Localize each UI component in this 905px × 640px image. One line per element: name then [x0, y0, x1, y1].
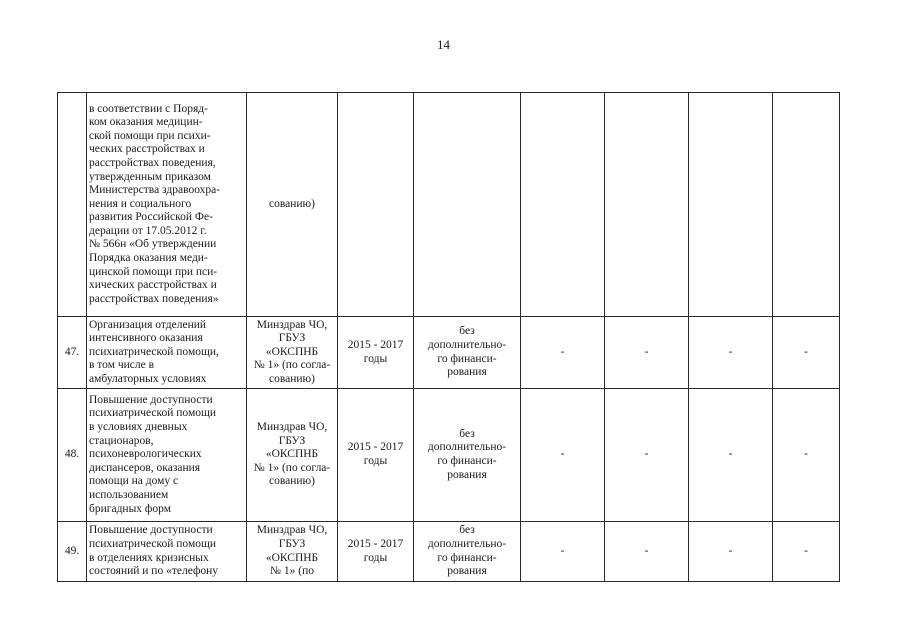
- financing-source: без дополнительно- го финанси- рования: [427, 325, 507, 379]
- value-cell: -: [773, 317, 840, 389]
- value-cell: -: [689, 522, 773, 582]
- table-row: [58, 522, 840, 582]
- value-cell: -: [689, 317, 773, 389]
- financing-source: [414, 93, 521, 317]
- row-number: 48.: [58, 389, 87, 522]
- program-activities-table: [57, 92, 840, 582]
- value-cell: [773, 93, 840, 317]
- responsible-executor: сованию): [269, 197, 315, 210]
- table-row: [58, 93, 840, 317]
- responsible-executor: Минздрав ЧО, ГБУЗ «ОКСПНБ № 1» (по согла- сованию): [253, 421, 331, 488]
- implementation-years: [338, 93, 414, 317]
- value-cell: -: [521, 317, 605, 389]
- value-cell: -: [521, 389, 605, 522]
- table-row: [58, 317, 840, 389]
- activity-name: Организация отделений интенсивного оказания психиатрической помощи, в том числе в амбулаторных условиях: [89, 318, 219, 385]
- value-cell: -: [521, 522, 605, 582]
- value-cell: -: [773, 522, 840, 582]
- implementation-years: 2015 - 2017 годы: [347, 441, 404, 467]
- implementation-years: 2015 - 2017 годы: [347, 537, 404, 564]
- financing-source: без дополнительно- го финанси- рования: [427, 524, 507, 578]
- value-cell: -: [773, 389, 840, 522]
- value-cell: [689, 93, 773, 317]
- value-cell: -: [605, 317, 689, 389]
- value-cell: -: [605, 389, 689, 522]
- row-number: 47.: [58, 317, 87, 389]
- responsible-executor: Минздрав ЧО, ГБУЗ «ОКСПНБ № 1» (по согла- сованию): [253, 318, 331, 385]
- activity-name: Повышение доступности психиатрической помощи в условиях дневных стационаров, психоневрологических диспансеров, оказания помощи на дому с использованием бригадных форм: [89, 393, 216, 515]
- value-cell: [521, 93, 605, 317]
- activity-name: Повышение доступности психиатрической помощи в отделениях кризисных состояний и по «телефону: [89, 524, 219, 578]
- page-number: 14: [437, 37, 450, 52]
- activity-name: в соответствии с Поряд- ком оказания медицин- ской помощи при психи- ческих расстройствах и расстройствах поведения, утвержденным приказом Министерства здравоохра- нения и социального развития Российской Фе- дерации от 17.05.2012 г. № 566н «Об утверждении Порядка оказания меди- цинской помощи при пси- хических расстройствах и расстройствах поведения»: [89, 102, 221, 305]
- table-row: [58, 389, 840, 522]
- row-number: [58, 93, 87, 317]
- responsible-executor: Минздрав ЧО, ГБУЗ «ОКСПНБ № 1» (по: [256, 524, 328, 578]
- value-cell: -: [689, 389, 773, 522]
- implementation-years: 2015 - 2017 годы: [347, 338, 404, 365]
- value-cell: -: [605, 522, 689, 582]
- financing-source: без дополнительно- го финанси- рования: [427, 427, 507, 481]
- row-number: 49.: [58, 522, 87, 582]
- value-cell: [605, 93, 689, 317]
